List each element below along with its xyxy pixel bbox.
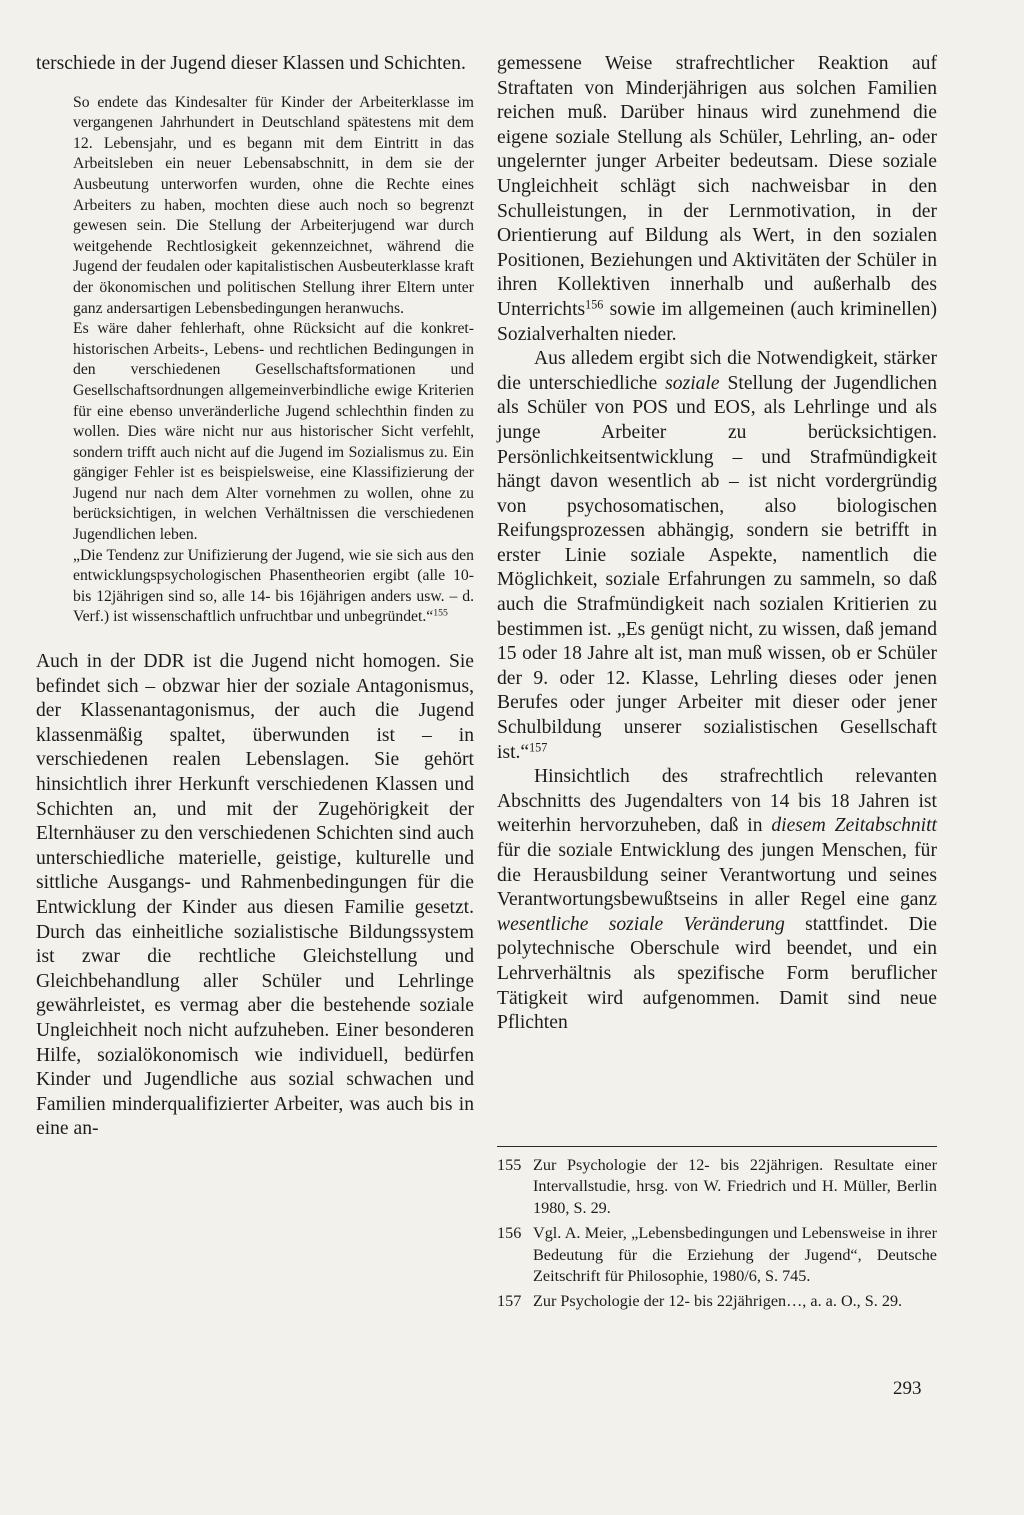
quote-paragraph: Es wäre daher fehlerhaft, ohne Rücksicht auf die konkret-historischen Arbeits-, Lebens- und rechtlichen Bedingungen in den verschiedenen Gesellschaftsformationen und Gesellschaftsordnungen allgemeinverbindliche ewige Kriterien für eine ebenso unveränderliche Jugend schlechthin finden zu wollen. Dies wäre nicht nur aus historischer Sicht verfehlt, sondern trifft auch nicht auf die Jugend im Sozialismus zu. Ein gängiger Fehler ist es beispielsweise, eine Klassifizierung der Jugend nur nach dem Alter vornehmen zu wollen, ohne zu berücksichtigen, in welchen Verhältnissen die verschiedenen Jugendlichen leben. bbox=[73, 320, 474, 544]
paragraph-ddr-youth: Auch in der DDR ist die Jugend nicht homogen. Sie befindet sich – obzwar hier der soziale Antagonismus, der Klassenantagonismus, der auch die Jugend klassenmäßig spaltet, überwunden ist – in verschiedenen realen Lebenslagen. Sie gehört hinsichtlich ihrer Herkunft verschiedenen Klassen und Schichten an, und mit der Zugehörigkeit der Elternhäuser zu den verschiedenen Schichten sind auch unterschiedliche materielle, geistige, kulturelle und sittliche Ausgangs- und Rahmenbedingungen für die Entwicklung der Kinder aus diesen Familie gesetzt. Durch das einheitliche sozialistische Bildungssystem ist zwar die rechtliche Gleichstellung und Gleichbehandlung aller Schüler und Lehrlinge gewährleistet, es vermag aber die bestehende soziale Ungleichheit noch nicht aufzuheben. Einer besonderen Hilfe, sozialökonomisch wie individuell, bedürfen Kinder und Jugendliche aus sozial schwachen und Familien minderqualifizierter Arbeiter, was auch bis in eine an- bbox=[36, 651, 474, 1140]
footnote-ref[interactable]: 156 bbox=[585, 297, 604, 312]
quoted-passage bbox=[73, 93, 474, 628]
footnote-divider bbox=[497, 1146, 937, 1147]
footnote-ref[interactable]: 155 bbox=[433, 608, 448, 620]
emphasis: diesem Zeitabschnitt bbox=[771, 815, 937, 837]
footnote-number: 157 bbox=[497, 1292, 522, 1311]
footnote-155 bbox=[497, 1155, 937, 1219]
text-run: Aus alledem ergibt sich die Notwendigkeit, stärker die unterschiedliche bbox=[497, 348, 937, 394]
paragraph-social-position bbox=[497, 347, 937, 765]
footnote-156 bbox=[497, 1223, 937, 1287]
footnote-text: Vgl. A. Meier, „Lebensbedingungen und Lebensweise in ihrer Bedeutung für die Erziehung der Jugend“, Deutsche Zeitschrift für Philosophie, 1980/6, S. 745. bbox=[533, 1224, 937, 1286]
text-run: stattfindet. Die polytechnische Oberschule wird beendet, und ein Lehrverhältnis als spezifische Form beruflicher Tätigkeit wird aufgenommen. Damit sind neue Pflichten bbox=[497, 913, 937, 1034]
paragraph-continuation bbox=[497, 52, 937, 347]
footnote-number: 156 bbox=[497, 1224, 522, 1243]
quote-text: „Die Tendenz zur Unifizierung der Jugend, wie sie sich aus den entwicklungspsychologischen Phasentheorien ergibt (alle 10- bis 12jährigen sind so, alle 14- bis 16jährigen anders usw. – d. Verf.) ist wissenschaftlich unfruchtbar und unbegründet.“ bbox=[73, 546, 474, 626]
quote-paragraph: So endete das Kindesalter für Kinder der Arbeiterklasse im vergangenen Jahrhundert in Deutschland spätestens mit dem 12. Lebensjahr, und es begann mit dem Eintritt in das Arbeitsleben ein neuer Lebensabschnitt, in dem sie der Ausbeutung unterworfen wurden, ohne die Rechte eines Arbeiters zu haben, mochten diese auch noch so begrenzt gewesen sein. Die Stellung der Arbeiterjugend war durch weitgehende Rechtlosigkeit gekennzeichnet, während die Jugend der feudalen oder kapitalistischen Ausbeuterklasse kraft der ökonomischen und politischen Stellung ihrer Eltern unter ganz andersartigen Lebensbedingungen heranwuchs. bbox=[73, 93, 474, 317]
text-run: sowie im allgemeinen (auch kriminellen) Sozialverhalten nieder. bbox=[497, 298, 937, 345]
text-run: gemessene Weise strafrechtlicher Reaktion auf Straftaten von Minderjährigen aus solchen Familien reichen muß. Darüber hinaus wird zunehmend die eigene soziale Stellung als Schüler, Lehrling, an- oder ungelernter junger Arbeiter bedeutsam. Diese soziale Ungleichheit schlägt sich nachweisbar in den Schulleistungen, in der Lernmotivation, in der Orientierung auf Bildung als Wert, in den sozialen Positionen, Beziehungen und Aktivitäten der Schüler in ihren Kollektiven innerhalb und außerhalb des Unterrichts bbox=[497, 53, 937, 320]
footnote-text: Zur Psychologie der 12- bis 22jährigen…, a. a. O., S. 29. bbox=[533, 1292, 903, 1311]
text-run: Stellung der Jugendlichen als Schüler von POS und EOS, als Lehrlinge und als junge Arbeiter zu berücksichtigen. Persönlichkeitsentwicklung – und Strafmündigkeit hängt davon wesentlich ab – ist nicht vordergründig von psychosomatischen, also biologischen Reifungsprozessen abhängig, sondern sie betrifft in erster Linie soziale Aspekte, namentlich die Möglichkeit, soziale Erfahrungen zu sammeln, so daß auch die Strafmündigkeit nach sozialen Kritierien zu bestimmen ist. „Es genügt nicht, zu wissen, daß jemand 15 oder 18 Jahre alt ist, man muß wissen, ob er Schüler der 9. oder 12. Klasse, Lehrling dieses oder jenen Berufes oder junger Arbeiter mit dieser oder jener Schulbildung unserer sozialistischen Gesellschaft ist.“ bbox=[497, 372, 937, 763]
footnote-text: Zur Psychologie der 12- bis 22jährigen. Resultate einer Intervallstudie, hrsg. von W. Friedrich und H. Müller, Berlin 1980, S. 29. bbox=[533, 1156, 937, 1217]
quote-citation bbox=[73, 546, 474, 628]
right-column bbox=[497, 52, 937, 1036]
page-number: 293 bbox=[893, 1378, 922, 1399]
footnote-number: 155 bbox=[497, 1156, 522, 1174]
footnote-157 bbox=[497, 1291, 937, 1312]
paragraph-continuation: terschiede in der Jugend dieser Klassen und Schichten. bbox=[36, 53, 466, 74]
left-column bbox=[36, 52, 474, 1142]
emphasis: wesentliche soziale Veränderung bbox=[497, 913, 785, 935]
footnote-ref[interactable]: 157 bbox=[529, 739, 548, 754]
emphasis: soziale bbox=[665, 372, 720, 394]
text-run: Hinsichtlich des strafrechtlich relevanten Abschnitts des Jugendalters von 14 bis 18 Jahren ist weiterhin hervorzuheben, daß in bbox=[497, 766, 937, 837]
text-run: für die soziale Entwicklung des jungen Menschen, für die Herausbildung seiner Verantwortung und seines Verantwortungsbewußtseins in aller Regel eine ganz bbox=[497, 840, 937, 911]
footnotes bbox=[497, 1155, 937, 1317]
paragraph-age-section bbox=[497, 765, 937, 1036]
